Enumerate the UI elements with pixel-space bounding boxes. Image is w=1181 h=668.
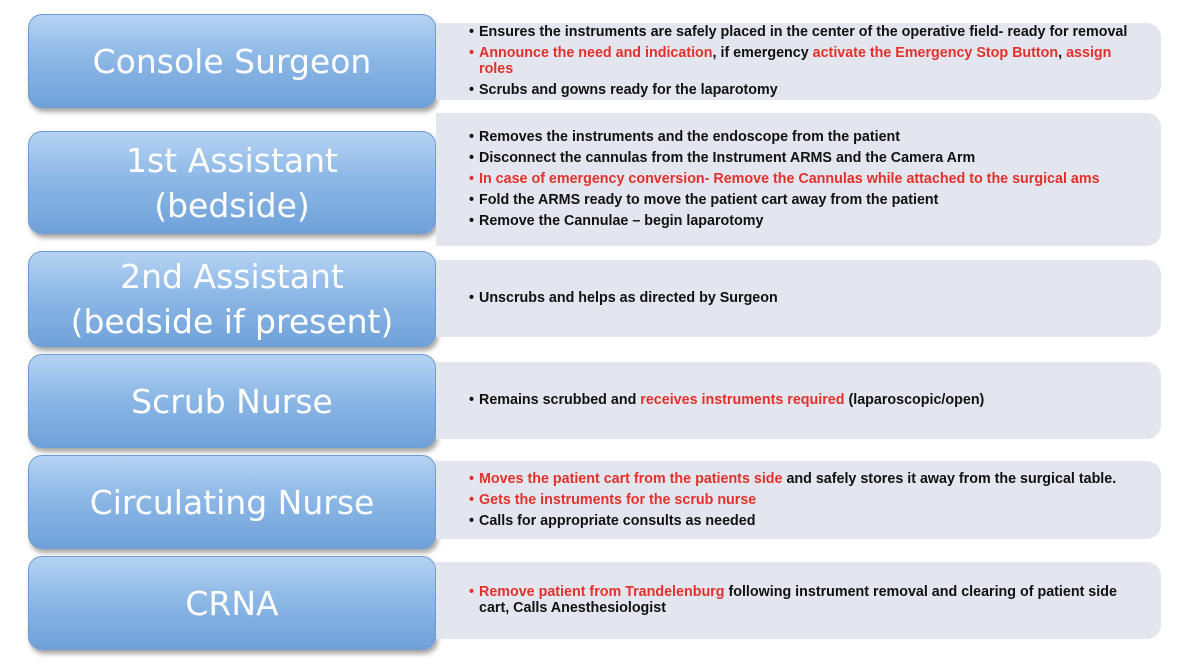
duty-bullet [469,492,1131,508]
duty-text: Calls for appropriate consults as needed [479,512,756,529]
duty-text: Remove the Cannulae – begin laparotomy [479,213,764,229]
duty-bullet [469,471,1131,487]
duty-text: In case of emergency conversion- Remove the Cannulas while attached to the surgical ams [479,171,1100,187]
role-label: 1st Assistant (bedside) [126,140,338,225]
role-label: Scrub Nurse [131,381,333,421]
role-box [28,131,436,234]
duty-text: activate the Emergency Stop Button [812,45,1059,61]
duties-panel [436,23,1161,100]
duty-text: Moves the patient cart from the patients side [479,470,783,487]
duties-panel [436,113,1161,246]
duty-text: Removes the instruments and the endoscope from the patient [479,129,901,145]
duty-text: Remains scrubbed and [479,392,641,408]
duty-text: Announce the need and indication [479,45,713,61]
duties-panel [436,562,1161,639]
duty-bullet [469,24,1131,40]
duty-text: and safely stores it away from the surgical table. [782,470,1117,487]
duty-bullet [469,129,1131,145]
duty-text: Fold the ARMS ready to move the patient cart away from the patient [479,192,939,208]
duty-bullet [469,150,1131,166]
role-label: 2nd Assistant (bedside if present) [70,257,394,341]
duty-bullet [469,513,1131,529]
duty-bullet [469,213,1131,229]
duty-bullet [469,45,1131,77]
duty-text: (laparoscopic/open) [844,392,985,408]
duty-bullet [469,82,1131,98]
duty-text: Ensures the instruments are safely placed in the center of the operative field- ready for removal [479,24,1128,40]
duties-panel [436,461,1161,539]
role-box [28,354,436,448]
role-box [28,556,436,650]
role-box [28,455,436,549]
duty-text: Scrubs and gowns ready for the laparotomy [479,82,778,98]
role-box [28,14,436,108]
role-box [28,251,436,347]
duty-text: Gets the instruments for the scrub nurse [479,491,757,508]
duty-bullet [469,290,1131,306]
role-label: Console Surgeon [92,41,372,81]
duty-text: , if emergency [712,45,813,61]
duty-text: following instrument removal and clearing of patient side cart, Calls Anesthesiologist [479,584,1117,616]
duty-text: Disconnect the cannulas from the Instrument ARMS and the Camera Arm [479,150,976,166]
duty-text: receives instruments required [640,392,845,408]
duty-bullet [469,171,1131,187]
duty-bullet [469,584,1131,616]
duty-text: Remove patient from Trandelenburg [479,584,725,600]
role-label: Circulating Nurse [89,482,375,522]
duty-text: , [1058,45,1067,61]
duty-text: assign roles [479,45,1112,77]
duty-text: Unscrubs and helps as directed by Surgeon [479,290,778,306]
duties-panel [436,260,1161,337]
role-label: CRNA [185,583,279,623]
duty-bullet [469,192,1131,208]
duties-panel [436,362,1161,439]
duty-bullet [469,392,1131,408]
